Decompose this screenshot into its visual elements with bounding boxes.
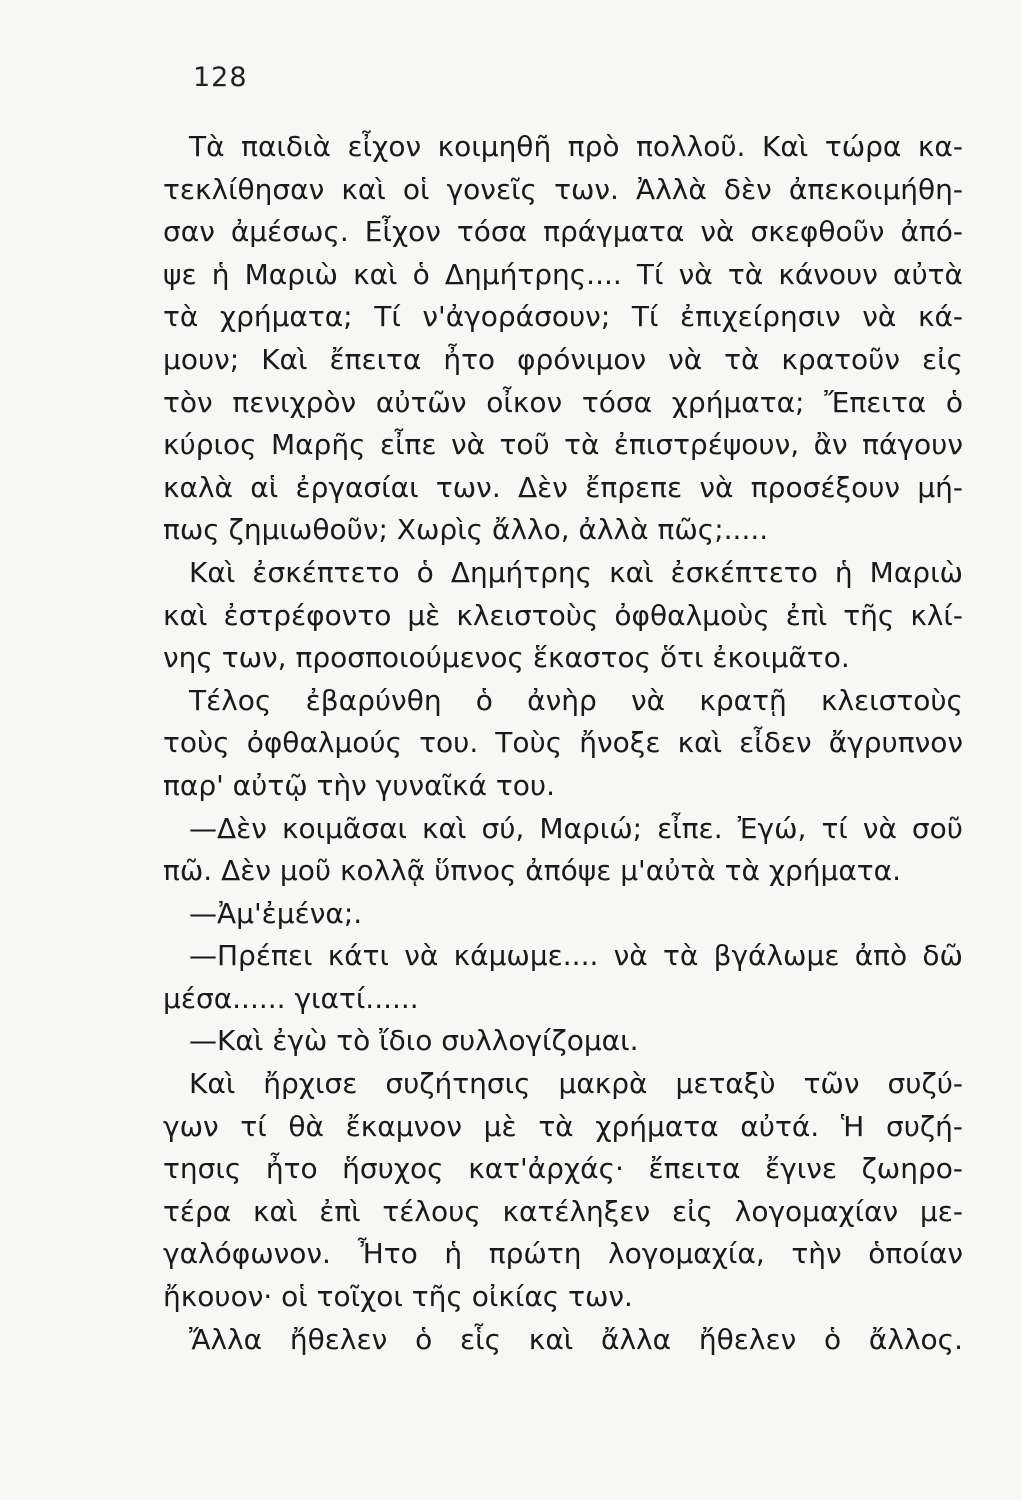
text-line: γων τί θὰ ἔκαμνον μὲ τὰ χρήματα αὐτά. Ἡ συζή- (163, 1109, 963, 1143)
text-line: πως ζημιωθοῦν; Χωρὶς ἄλλο, ἀλλὰ πῶς;..... (163, 513, 769, 547)
text-line: Καὶ ἐσκέπτετο ὁ Δημήτρης καὶ ἐσκέπτετο ἡ Μαριὼ (189, 555, 963, 589)
text-line: καὶ ἐστρέφοντο μὲ κλειστοὺς ὀφθαλμοὺς ἐπὶ τῆς κλί- (163, 598, 963, 632)
text-line: τέρα καὶ ἐπὶ τέλους κατέληξεν εἰς λογομαχίαν με- (163, 1194, 963, 1228)
text-line: —Πρέπει κάτι νὰ κάμωμε.... νὰ τὰ βγάλωμε ἀπὸ δῶ (189, 939, 963, 973)
text-line: Καὶ ἤρχισε συζήτησις μακρὰ μεταξὺ τῶν συζύ- (189, 1067, 963, 1101)
page-number: 128 (193, 62, 248, 93)
text-line: κύριος Μαρῆς εἶπε νὰ τοῦ τὰ ἐπιστρέψουν, ἂν πάγουν (163, 428, 963, 462)
text-line: ψε ἡ Μαριὼ καὶ ὁ Δημήτρης.... Τί νὰ τὰ κάνουν αὐτὰ (163, 257, 963, 291)
text-line: Ἄλλα ἤθελεν ὁ εἷς καὶ ἄλλα ἤθελεν ὁ ἄλλος. (189, 1322, 963, 1356)
text-line: πῶ. Δὲν μοῦ κολλᾷ ὕπνος ἀπόψε μ'αὐτὰ τὰ χρήματα. (163, 854, 902, 888)
text-line: ἤκουον· οἱ τοῖχοι τῆς οἰκίας των. (163, 1280, 633, 1314)
text-line: Τέλος ἐβαρύνθη ὁ ἀνὴρ νὰ κρατῇ κλειστοὺς (189, 683, 963, 717)
text-line: —Ἀμ'ἐμένα;. (189, 896, 363, 930)
text-line: τὰ χρήματα; Τί ν'ἀγοράσουν; Τί ἐπιχείρησιν νὰ κά- (163, 300, 963, 334)
text-line: τοὺς ὀφθαλμούς του. Τοὺς ἤνοξε καὶ εἶδεν ἄγρυπνον (163, 726, 963, 760)
text-line: τεκλίθησαν καὶ οἱ γονεῖς των. Ἀλλὰ δὲν ἀπεκοιμήθη- (163, 172, 963, 206)
text-line: μέσα...... γιατί...... (163, 981, 419, 1015)
text-line: νης των, προσποιούμενος ἕκαστος ὅτι ἐκοιμᾶτο. (163, 641, 850, 675)
text-line: παρ' αὐτῷ τὴν γυναῖκά του. (163, 768, 555, 802)
text-line: γαλόφωνον. Ἦτο ἡ πρώτη λογομαχία, τὴν ὁποίαν (163, 1237, 963, 1271)
text-line: —Δὲν κοιμᾶσαι καὶ σύ, Μαριώ; εἶπε. Ἐγώ, τί νὰ σοῦ (189, 811, 963, 845)
text-line: τὸν πενιχρὸν αὐτῶν οἶκον τόσα χρήματα; Ἔπειτα ὁ (163, 385, 963, 419)
body-text (163, 126, 963, 1361)
text-line: Τὰ παιδιὰ εἶχον κοιμηθῆ πρὸ πολλοῦ. Καὶ τώρα κα- (189, 130, 963, 163)
text-line: σαν ἀμέσως. Εἶχον τόσα πράγματα νὰ σκεφθοῦν ἀπό- (163, 215, 963, 249)
text-line: μουν; Καὶ ἔπειτα ἦτο φρόνιμον νὰ τὰ κρατοῦν εἰς (163, 342, 963, 376)
text-line: —Καὶ ἐγὼ τὸ ἴδιο συλλογίζομαι. (189, 1024, 639, 1058)
text-line: τησις ἦτο ἥσυχος κατ'ἀρχάς· ἔπειτα ἔγινε ζωηρο- (163, 1152, 963, 1186)
text-line: καλὰ αἱ ἐργασίαι των. Δὲν ἔπρεπε νὰ προσέξουν μή- (163, 470, 963, 504)
